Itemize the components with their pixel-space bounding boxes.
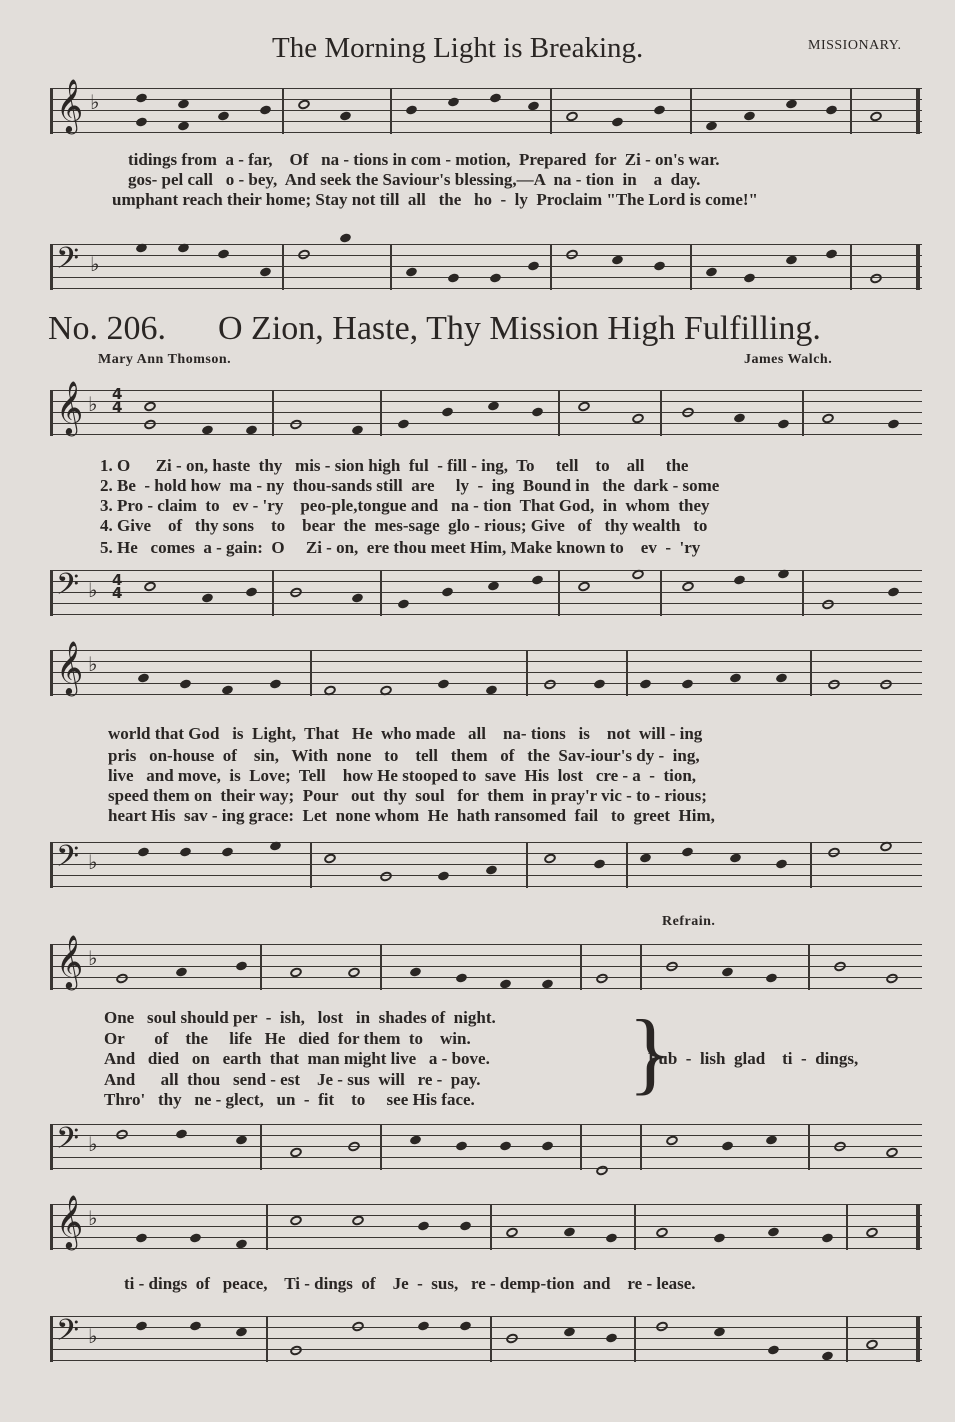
system1-bass-staff — [50, 570, 922, 616]
hymn-composer: James Walch. — [744, 352, 833, 367]
system2-lyric-verse-2: pris on-house of sin, With none to tell them of the Sav-iour's dy - ing, — [108, 746, 700, 765]
system2-lyric-verse-4: speed them on their way; Pour out thy soul for them in pray'r vic - to - rious; — [108, 786, 707, 805]
top-bass-staff — [50, 244, 922, 290]
flat-icon: ♭ — [88, 652, 98, 676]
bass-clef-icon: 𝄢 — [56, 840, 80, 881]
flat-icon: ♭ — [88, 850, 98, 874]
system1-lyric-verse-1: 1. O Zi - on, haste thy mis - sion high ful - fill - ing, To tell to all the — [100, 456, 689, 475]
page-category: MISSIONARY. — [808, 38, 902, 53]
treble-clef-icon: 𝄞 — [56, 1194, 84, 1248]
system3-lyric-verse-1: One soul should per - ish, lost in shades of night. — [104, 1008, 496, 1027]
system1-lyric-verse-3: 3. Pro - claim to ev - 'ry peo-ple,tongue and na - tion That God, in whom they — [100, 496, 710, 515]
system4-treble-staff — [50, 1194, 922, 1250]
system1-lyric-verse-5: 5. He comes a - gain: O Zi - on, ere thou meet Him, Make known to ev - 'ry — [100, 538, 701, 557]
system4-bass-staff — [50, 1316, 922, 1362]
system3-lyric-verse-5: Thro' thy ne - glect, un - fit to see His face. — [104, 1090, 475, 1109]
refrain-lyric-line-1: Pub - lish glad ti - dings, — [648, 1049, 859, 1068]
treble-clef-icon: 𝄞 — [56, 640, 84, 694]
page-heading-title: The Morning Light is Breaking. — [272, 32, 644, 64]
bass-clef-icon: 𝄢 — [56, 1314, 80, 1355]
system3-treble-staff — [50, 934, 922, 990]
flat-icon: ♭ — [88, 1324, 98, 1348]
verse-brace-icon: } — [628, 1001, 673, 1103]
system1-lyric-verse-4: 4. Give of thy sons to bear the mes-sage glo - rious; Give of thy wealth to — [100, 516, 708, 535]
hymn-title: O Zion, Haste, Thy Mission High Fulfilling. — [218, 310, 821, 347]
flat-icon: ♭ — [90, 90, 100, 114]
system2-lyric-verse-1: world that God is Light, That He who made all na- tions is not will - ing — [108, 724, 703, 743]
system3-lyric-verse-4: And all thou send - est Je - sus will re - pay. — [104, 1070, 481, 1089]
system2-treble-staff — [50, 640, 922, 696]
system3-bass-staff — [50, 1124, 922, 1170]
time-signature-bass: 4 4 — [112, 571, 123, 602]
time-signature: 4 4 — [112, 385, 123, 416]
treble-clef-icon: 𝄞 — [56, 380, 84, 434]
top-lyric-line-3: umphant reach their home; Stay not till all the ho - ly Proclaim "The Lord is come!" — [112, 190, 758, 209]
treble-clef-icon: 𝄞 — [56, 78, 84, 132]
system2-bass-staff — [50, 842, 922, 888]
bass-clef-icon: 𝄢 — [56, 568, 80, 609]
flat-icon: ♭ — [88, 392, 98, 416]
hymn-author: Mary Ann Thomson. — [98, 352, 232, 367]
refrain-lyric-line-2: ti - dings of peace, Ti - dings of Je - sus, re - demp-tion and re - lease. — [124, 1274, 696, 1293]
system3-lyric-verse-3: And died on earth that man might live a - bove. — [104, 1049, 490, 1068]
flat-icon: ♭ — [90, 252, 100, 276]
system1-treble-staff — [50, 380, 922, 436]
flat-icon: ♭ — [88, 946, 98, 970]
system2-lyric-verse-3: live and move, is Love; Tell how He stooped to save His lost cre - a - tion, — [108, 766, 697, 785]
flat-icon: ♭ — [88, 1206, 98, 1230]
refrain-label: Refrain. — [662, 914, 716, 929]
flat-icon: ♭ — [88, 578, 98, 602]
flat-icon: ♭ — [88, 1132, 98, 1156]
system3-lyric-verse-2: Or of the life He died for them to win. — [104, 1029, 471, 1048]
bass-clef-icon: 𝄢 — [56, 242, 80, 283]
top-lyric-line-2: gos- pel call o - bey, And seek the Saviour's blessing,—A na - tion in a day. — [128, 170, 701, 189]
top-treble-staff — [50, 78, 922, 134]
treble-clef-icon: 𝄞 — [56, 934, 84, 988]
system2-lyric-verse-5: heart His sav - ing grace: Let none whom He hath ransomed fail to greet Him, — [108, 806, 715, 825]
system1-lyric-verse-2: 2. Be - hold how ma - ny thou-sands still are ly - ing Bound in the dark - some — [100, 476, 720, 495]
top-lyric-line-1: tidings from a - far, Of na - tions in com - motion, Prepared for Zi - on's war. — [128, 150, 720, 169]
bass-clef-icon: 𝄢 — [56, 1122, 80, 1163]
hymn-number: No. 206. — [48, 310, 167, 347]
